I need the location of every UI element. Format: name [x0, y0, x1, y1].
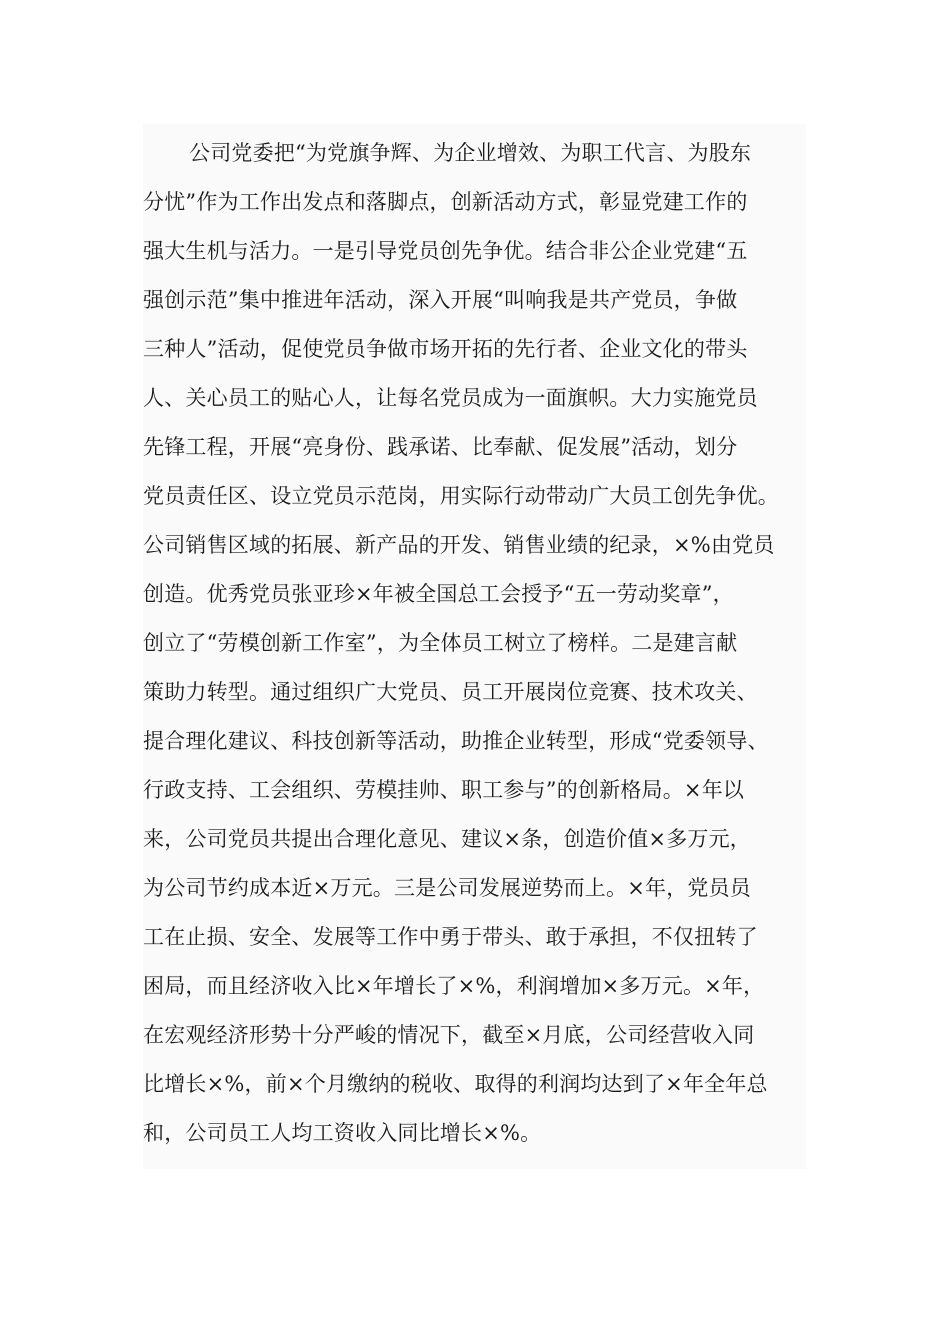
paragraph-line-1: 公司党委把“为党旗争辉、为企业增效、为职工代言、为股东 [189, 141, 752, 165]
paragraph-line-17: 工在止损、安全、发展等工作中勇于带头、敢于承担，不仅扭转了 [143, 925, 758, 949]
paragraph [143, 124, 806, 1169]
paragraph-line-11: 创立了“劳模创新工作室”，为全体员工树立了榜样。二是建言献 [143, 631, 738, 655]
paragraph-line-6: 人、关心员工的贴心人，让每名党员成为一面旗帜。大力实施党员 [143, 386, 758, 410]
paragraph-line-12: 策助力转型。通过组织广大党员、员工开展岗位竞赛、技术攻关、 [143, 680, 758, 704]
paragraph-line-8: 党员责任区、设立党员示范岗，用实际行动带动广大员工创先争优。 [143, 484, 779, 508]
paragraph-line-5: 三种人”活动，促使党员争做市场开拓的先行者、企业文化的带头 [143, 337, 748, 361]
paragraph-line-14: 行政支持、工会组织、劳模挂帅、职工参与”的创新格局。×年以 [143, 778, 745, 802]
paragraph-line-3: 强大生机与活力。一是引导党员创先争优。结合非公企业党建“五 [143, 239, 748, 263]
paragraph-line-21: 和，公司员工人均工资收入同比增长×%。 [143, 1121, 542, 1145]
paragraph-line-18: 困局，而且经济收入比×年增长了×%，利润增加×多万元。×年， [143, 974, 765, 998]
paragraph-line-13: 提合理化建议、科技创新等活动，助推企业转型，形成“党委领导、 [143, 729, 769, 753]
paragraph-line-15: 来，公司党员共提出合理化意见、建议×条，创造价值×多万元， [143, 827, 751, 851]
paragraph-line-10: 创造。优秀党员张亚珍×年被全国总工会授予“五一劳动奖章”， [143, 582, 734, 606]
paragraph-line-20: 比增长×%，前×个月缴纳的税收、取得的利润均达到了×年全年总 [143, 1072, 768, 1096]
paragraph-line-7: 先锋工程，开展“亮身份、践承诺、比奉献、促发展”活动，划分 [143, 435, 738, 459]
paragraph-line-19: 在宏观经济形势十分严峻的情况下，截至×月底，公司经营收入同 [143, 1023, 755, 1047]
paragraph-line-9: 公司销售区域的拓展、新产品的开发、销售业绩的纪录，×%由党员 [143, 533, 775, 557]
paragraph-line-16: 为公司节约成本近×万元。三是公司发展逆势而上。×年，党员员 [143, 876, 751, 900]
paragraph-line-2: 分忧”作为工作出发点和落脚点，创新活动方式，彰显党建工作的 [143, 190, 748, 214]
paragraph-line-4: 强创示范”集中推进年活动，深入开展“叫响我是共产党员，争做 [143, 288, 738, 312]
